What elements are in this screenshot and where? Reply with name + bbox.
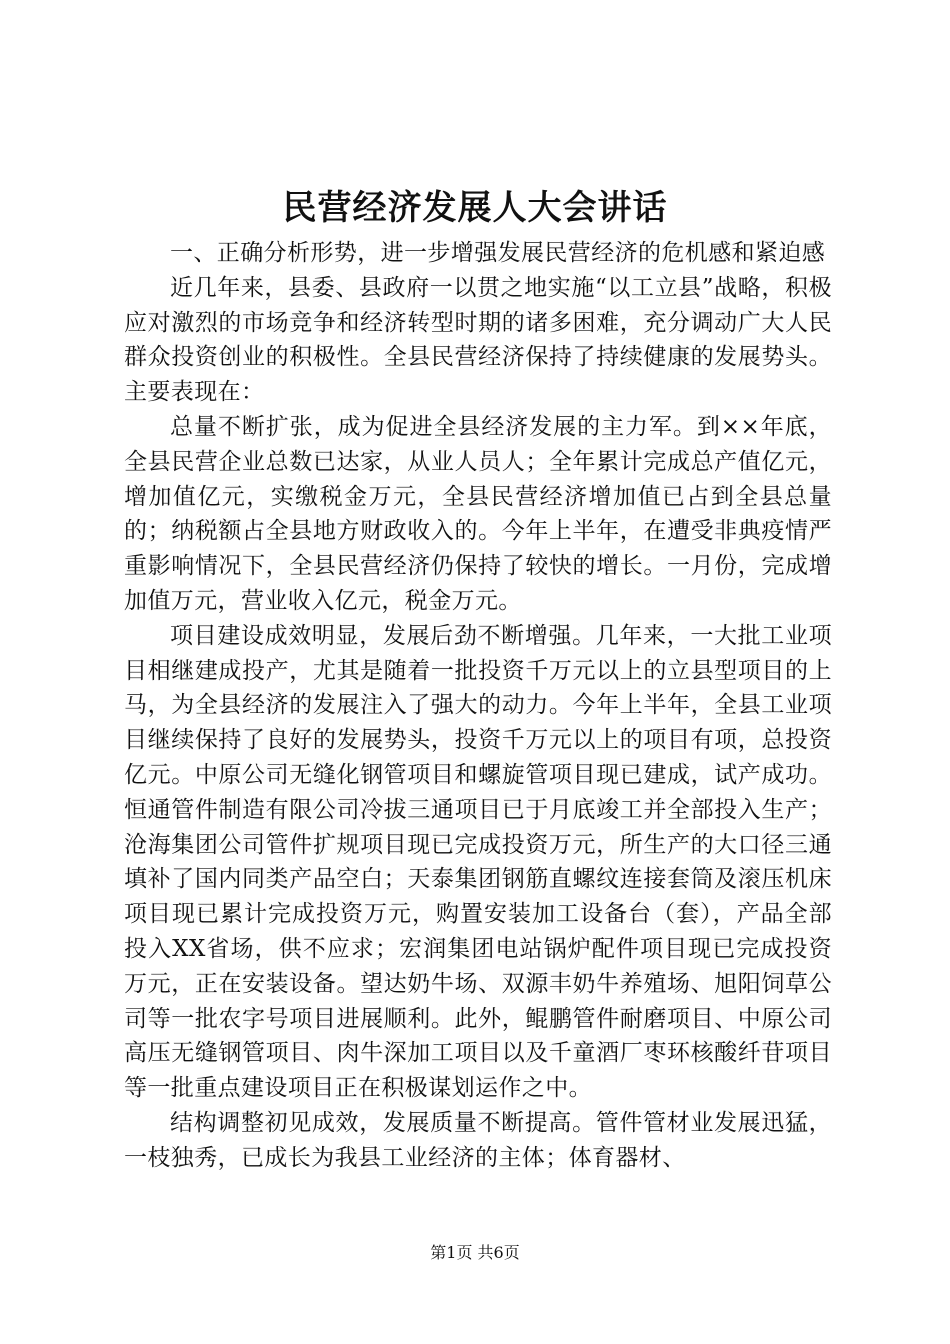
paragraph-intro: 近几年来，县委、县政府一以贯之地实施“以工立县”战略，积极应对激烈的市场竞争和经济转型时期的诸多困难，充分调动广大人民群众投资创业的积极性。全县民营经济保持了持续健康的发展势头。主要表现在： <box>124 274 832 406</box>
paragraph-structure-adjustment: 结构调整初见成效，发展质量不断提高。管件管材业发展迅猛，一枝独秀，已成长为我县工业经济的主体；体育器材、 <box>124 1109 832 1171</box>
document-title: 民营经济发展人大会讲话 <box>282 188 668 228</box>
paragraph-total-volume: 总量不断扩张，成为促进全县经济发展的主力军。到××年底，全县民营企业总数已达家，从业人员人；全年累计完成总产值亿元，增加值亿元，实缴税金万元，全县民营经济增加值已占到全县总量的；纳税额占全县地方财政收入的。今年上半年，在遭受非典疫情严重影响情况下，全县民营经济仍保持了较快的增长。一月份，完成增加值万元，营业收入亿元，税金万元。 <box>124 413 832 614</box>
page-footer <box>0 1242 950 1264</box>
section-heading: 一、正确分析形势，进一步增强发展民营经济的危机感和紧迫感 <box>170 240 826 266</box>
page-number: 第1页 <box>430 1243 473 1262</box>
page-total: 共6页 <box>477 1243 520 1262</box>
document-body <box>124 236 832 1176</box>
paragraph-project-construction: 项目建设成效明显，发展后劲不断增强。几年来，一大批工业项目相继建成投产，尤其是随着一批投资千万元以上的立县型项目的上马，为全县经济的发展注入了强大的动力。今年上半年，全县工业项目继续保持了良好的发展势头，投资千万元以上的项目有项，总投资亿元。中原公司无缝化钢管项目和螺旋管项目现已建成，试产成功。恒通管件制造有限公司冷拔三通项目已于月底竣工并全部投入生产；沧海集团公司管件扩规项目现已完成投资万元，所生产的大口径三通填补了国内同类产品空白；天泰集团钢筋直螺纹连接套筒及滚压机床项目现已累计完成投资万元，购置安装加工设备台（套），产品全部投入XX省场，供不应求；宏润集团电站锅炉配件项目现已完成投资万元，正在安装设备。望达奶牛场、双源丰奶牛养殖场、旭阳饲草公司等一批农字号项目进展顺利。此外，鲲鹏管件耐磨项目、中原公司高压无缝钢管项目、肉牛深加工项目以及千童酒厂枣环核酸纤苷项目等一批重点建设项目正在积极谋划运作之中。 <box>124 622 832 1102</box>
